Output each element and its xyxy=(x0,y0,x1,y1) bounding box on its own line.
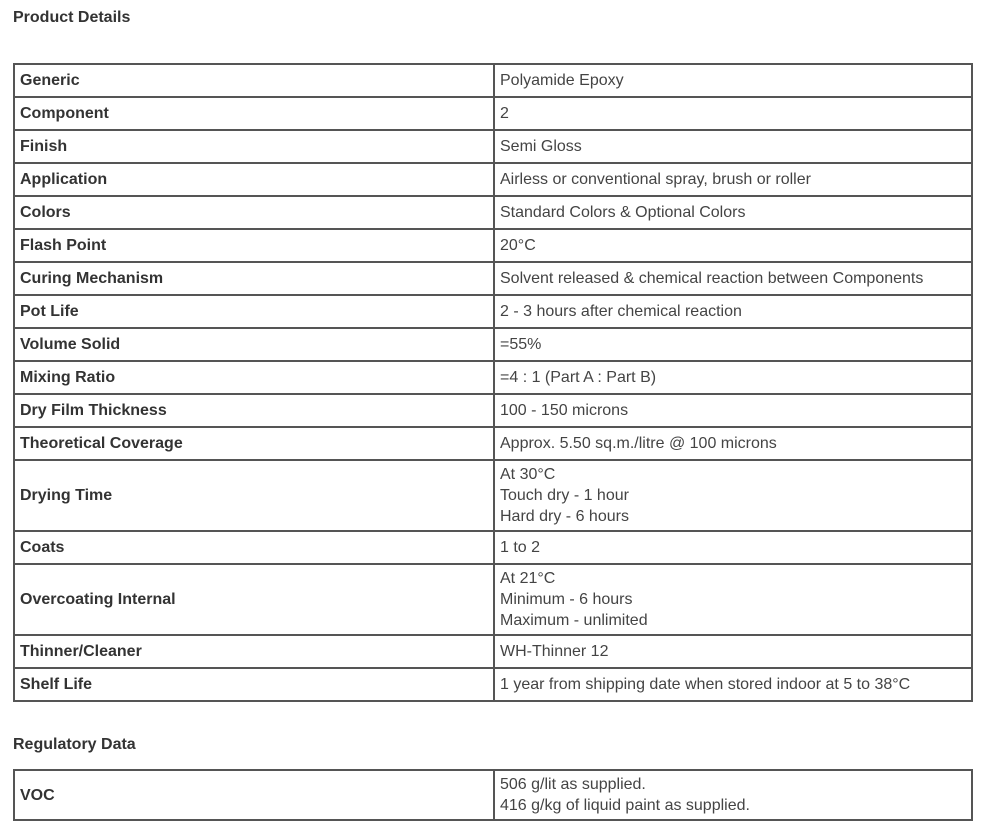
row-label: Finish xyxy=(14,130,494,163)
table-row xyxy=(14,531,972,564)
row-value xyxy=(494,394,972,427)
table-row xyxy=(14,460,972,531)
row-value xyxy=(494,564,972,635)
table-row xyxy=(14,427,972,460)
regulatory-data-table xyxy=(13,769,973,821)
row-label: Flash Point xyxy=(14,229,494,262)
row-value xyxy=(494,427,972,460)
row-label: Theoretical Coverage xyxy=(14,427,494,460)
value-line: 100 - 150 microns xyxy=(500,402,629,419)
row-label: Colors xyxy=(14,196,494,229)
row-label: Generic xyxy=(14,64,494,97)
table-row xyxy=(14,361,972,394)
row-label: VOC xyxy=(14,770,494,820)
row-value xyxy=(494,770,972,820)
value-line: 1 to 2 xyxy=(500,539,541,556)
table-row xyxy=(14,196,972,229)
table-row xyxy=(14,295,972,328)
row-label: Volume Solid xyxy=(14,328,494,361)
row-value xyxy=(494,328,972,361)
table-row xyxy=(14,668,972,701)
regulatory-data-heading: Regulatory Data xyxy=(13,736,136,753)
row-value xyxy=(494,130,972,163)
value-line: Touch dry - 1 hour xyxy=(500,487,629,504)
row-value xyxy=(494,531,972,564)
row-value xyxy=(494,163,972,196)
table-row xyxy=(14,635,972,668)
row-label: Overcoating Internal xyxy=(14,564,494,635)
value-line: Semi Gloss xyxy=(500,138,582,155)
product-details-table xyxy=(13,63,973,702)
table-row xyxy=(14,64,972,97)
table-row xyxy=(14,328,972,361)
row-label: Mixing Ratio xyxy=(14,361,494,394)
row-value xyxy=(494,97,972,130)
row-label: Shelf Life xyxy=(14,668,494,701)
table-row xyxy=(14,770,972,820)
row-label: Component xyxy=(14,97,494,130)
table-row xyxy=(14,262,972,295)
row-value xyxy=(494,196,972,229)
value-line: Hard dry - 6 hours xyxy=(500,508,629,525)
table-row xyxy=(14,163,972,196)
row-value xyxy=(494,361,972,394)
value-line: At 21°C xyxy=(500,570,556,587)
value-line: Minimum - 6 hours xyxy=(500,591,633,608)
row-value xyxy=(494,64,972,97)
table-row xyxy=(14,564,972,635)
table-row xyxy=(14,394,972,427)
value-line: 416 g/kg of liquid paint as supplied. xyxy=(500,797,750,814)
value-line: =4 : 1 (Part A : Part B) xyxy=(500,369,657,386)
table-row xyxy=(14,97,972,130)
row-value xyxy=(494,635,972,668)
value-line: At 30°C xyxy=(500,466,556,483)
value-line: 1 year from shipping date when stored indoor at 5 to 38°C xyxy=(500,676,911,693)
row-label: Application xyxy=(14,163,494,196)
row-value xyxy=(494,229,972,262)
product-details-heading: Product Details xyxy=(13,9,131,26)
row-label: Dry Film Thickness xyxy=(14,394,494,427)
row-value xyxy=(494,460,972,531)
row-label: Coats xyxy=(14,531,494,564)
row-value xyxy=(494,668,972,701)
row-label: Drying Time xyxy=(14,460,494,531)
value-line: Approx. 5.50 sq.m./litre @ 100 microns xyxy=(500,435,777,452)
value-line: Standard Colors & Optional Colors xyxy=(500,204,746,221)
value-line: Airless or conventional spray, brush or roller xyxy=(500,171,811,188)
row-label: Thinner/Cleaner xyxy=(14,635,494,668)
value-line: 20°C xyxy=(500,237,536,254)
row-value xyxy=(494,295,972,328)
row-value xyxy=(494,262,972,295)
value-line: 2 xyxy=(500,105,509,122)
value-line: Maximum - unlimited xyxy=(500,612,648,629)
value-line: WH-Thinner 12 xyxy=(500,643,609,660)
value-line: Solvent released & chemical reaction between Components xyxy=(500,270,924,287)
row-label: Curing Mechanism xyxy=(14,262,494,295)
row-label: Pot Life xyxy=(14,295,494,328)
table-row xyxy=(14,130,972,163)
value-line: 2 - 3 hours after chemical reaction xyxy=(500,303,742,320)
value-line: Polyamide Epoxy xyxy=(500,72,624,89)
value-line: 506 g/lit as supplied. xyxy=(500,776,646,793)
table-row xyxy=(14,229,972,262)
value-line: =55% xyxy=(500,336,542,353)
